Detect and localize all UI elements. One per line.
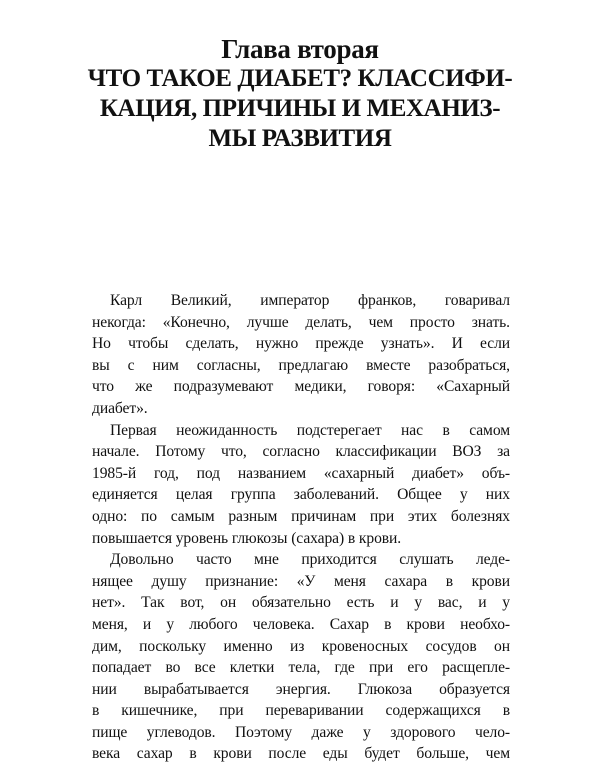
- text-line: дим, поскольку именно из кровеносных сосудов он: [92, 637, 510, 655]
- chapter-label: Глава вторая: [221, 34, 379, 64]
- chapter-title-line-3: МЫ РАЗВИТИЯ: [208, 125, 392, 152]
- text-line: одно: по самым разным причинам при этих болезнях: [92, 507, 510, 525]
- paragraph-blood-sugar: [92, 549, 510, 765]
- text-line: нет». Так вот, он обязательно есть и у вас, и у: [92, 594, 510, 612]
- text-line: что же подразумевают медики, говоря: «Сахарный: [92, 378, 510, 396]
- text-line: нии вырабатывается энергия. Глюкоза образуется: [92, 680, 510, 698]
- text-line: 1985-й год, под названием «сахарный диабет» объ-: [92, 464, 510, 482]
- chapter-title-line-2: КАЦИЯ, ПРИЧИНЫ И МЕХАНИЗ-: [99, 95, 501, 122]
- text-line: нящее душу признание: «У меня сахара в крови: [92, 572, 510, 590]
- text-line: вы с ним согласны, предлагаю вместе разобраться,: [92, 356, 510, 374]
- text-line: Карл Великий, император франков, говаривал: [110, 292, 510, 309]
- body-text: [92, 290, 510, 765]
- text-line: Но чтобы сделать, нужно прежде узнать». И если: [92, 335, 510, 353]
- text-line: в кишечнике, при переваривании содержащихся в: [92, 702, 510, 720]
- text-line: Первая неожиданность подстерегает нас в самом: [110, 421, 510, 439]
- text-line: единяется целая группа заболеваний. Общее у них: [92, 486, 510, 504]
- chapter-heading: [60, 34, 540, 154]
- text-line: века сахар в крови после еды будет больше, чем: [92, 745, 510, 763]
- text-line: попадает во все клетки тела, где при его расщепле-: [92, 659, 510, 677]
- text-line: меня, и у любого человека. Сахар в крови необхо-: [92, 615, 510, 633]
- paragraph-who-classification: [92, 420, 510, 550]
- paragraph-charlemagne: [92, 290, 510, 420]
- text-line: повышается уровень глюкозы (сахара) в крови.: [92, 529, 402, 547]
- chapter-title-line-1: ЧТО ТАКОЕ ДИАБЕТ? КЛАССИФИ-: [87, 65, 513, 92]
- text-line: диабет».: [92, 399, 148, 417]
- text-line: пище углеводов. Поэтому даже у здорового чело-: [92, 723, 510, 741]
- text-line: некогда: «Конечно, лучше делать, чем просто знать.: [92, 313, 510, 331]
- text-line: Довольно часто мне приходится слушать леде-: [110, 551, 510, 569]
- text-line: начале. Потому что, согласно классификации ВОЗ за: [92, 443, 510, 461]
